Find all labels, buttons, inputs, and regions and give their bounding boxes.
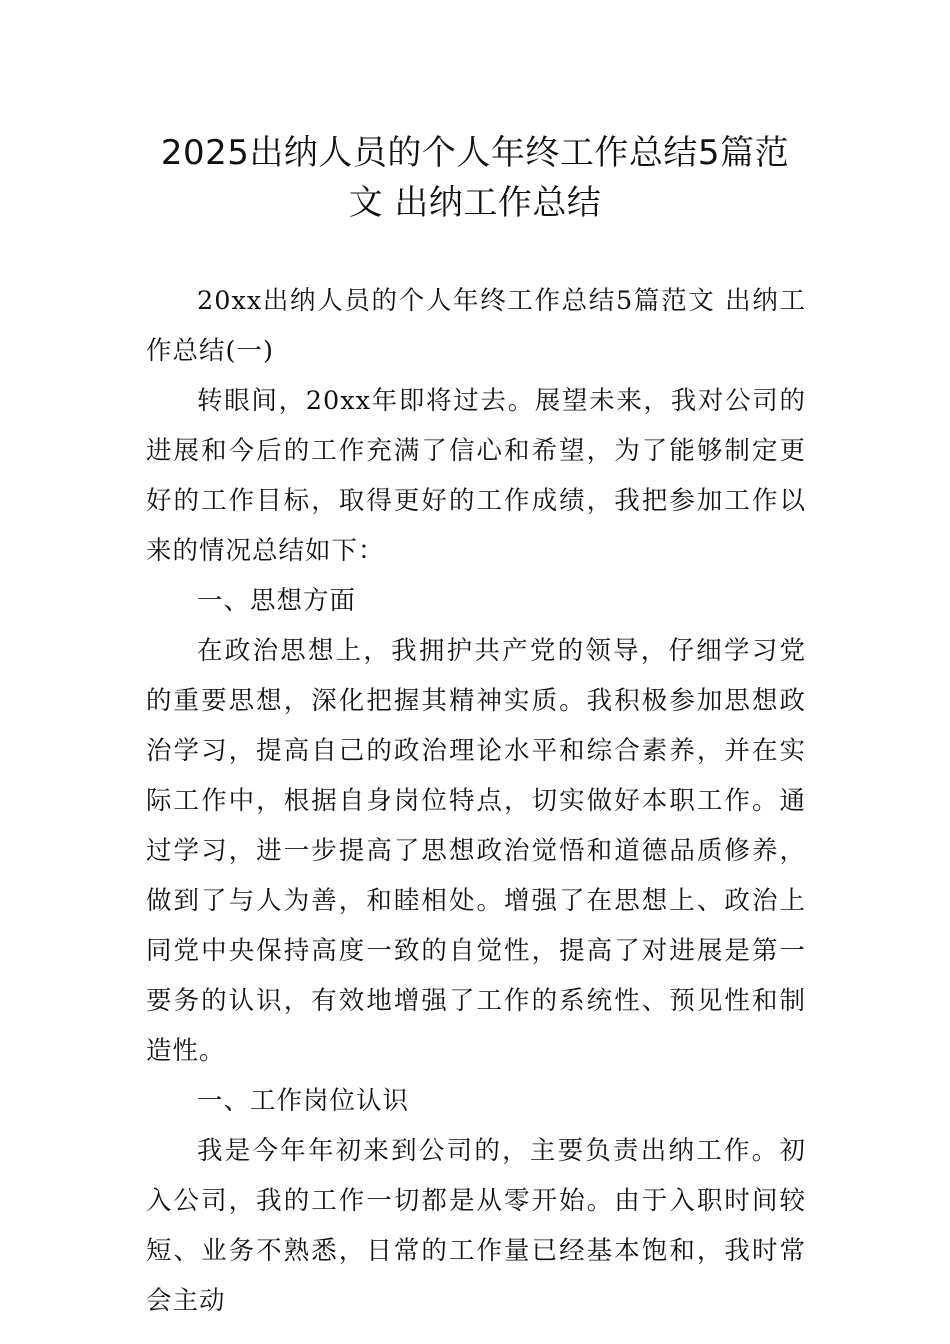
document-body: [146, 276, 806, 1326]
paragraph-intro: 转眼间，20xx年即将过去。展望未来，我对公司的进展和今后的工作充满了信心和希望，为了能够制定更好的工作目标，取得更好的工作成绩，我把参加工作以来的情况总结如下：: [146, 386, 806, 566]
section-heading-thought: 一、思想方面: [197, 586, 357, 616]
paragraph-position: 我是今年年初来到公司的，主要负责出纳工作。初入公司，我的工作一切都是从零开始。由于入职时间较短、业务不熟悉，日常的工作量已经基本饱和，我时常会主动: [146, 1136, 806, 1316]
paragraph-thought: 在政治思想上，我拥护共产党的领导，仔细学习党的重要思想，深化把握其精神实质。我积极参加思想政治学习，提高自己的政治理论水平和综合素养，并在实际工作中，根据自身岗位特点，切实做好本职工作。通过学习，进一步提高了思想政治觉悟和道德品质修养，做到了与人为善，和睦相处。增强了在思想上、政治上同党中央保持高度一致的自觉性，提高了对进展是第一要务的认识，有效地增强了工作的系统性、预见性和制造性。: [146, 636, 806, 1066]
document-title: [120, 128, 830, 228]
document-title-line-1: 2025出纳人员的个人年终工作总结5篇范: [160, 133, 790, 173]
paragraph-subtitle: 20xx出纳人员的个人年终工作总结5篇范文 出纳工作总结(一): [146, 286, 806, 366]
document-title-line-2: 文 出纳工作总结: [348, 183, 602, 223]
section-heading-position: 一、工作岗位认识: [197, 1086, 410, 1116]
